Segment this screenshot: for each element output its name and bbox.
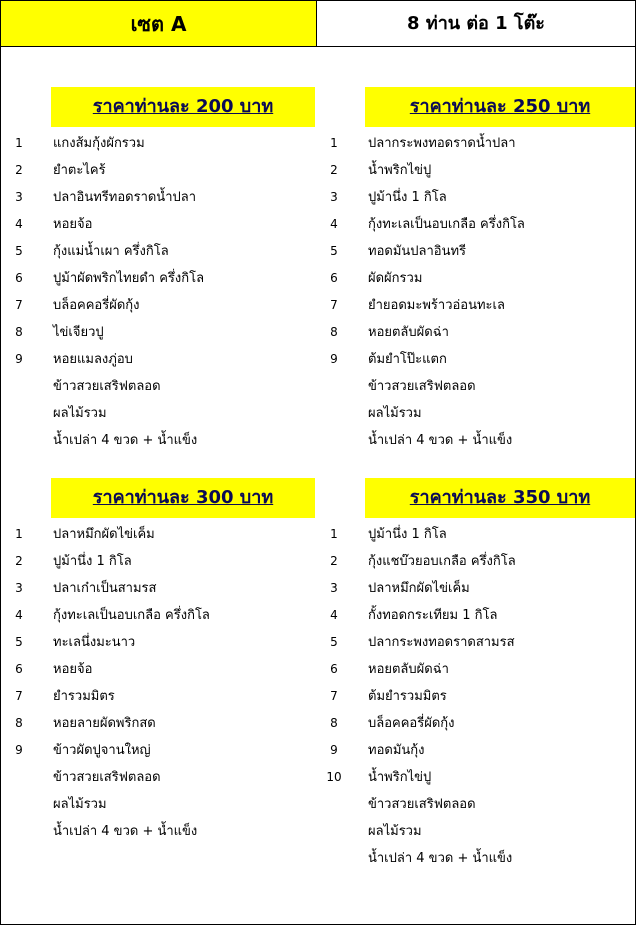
item-number: 8 [330,325,338,339]
item-number: 5 [15,635,23,649]
item-number: 2 [15,554,23,568]
item-name: ปลาหมึกผัดไข่เค็ม [53,527,155,542]
item-number: 4 [330,217,338,231]
item-number: 2 [330,554,338,568]
item-number: 9 [15,743,23,757]
table-size-label: 8 ท่าน ต่อ 1 โต๊ะ [317,1,635,47]
item-name: ยำตะไคร้ [53,163,106,178]
item-number: 3 [15,581,23,595]
item-number: 1 [330,136,338,150]
item-name: กุ้งแชบ๊วยอบเกลือ ครึ่งกิโล [368,554,516,569]
item-name: ไข่เจียวปู [53,325,104,340]
item-number: 2 [330,163,338,177]
section-title: ราคาท่านละ 200 บาท [51,87,315,127]
item-number: 5 [15,244,23,258]
item-number: 3 [15,190,23,204]
item-number: 6 [330,271,338,285]
item-name: ทอดมันกุ้ง [368,743,425,758]
section-title: ราคาท่านละ 350 บาท [365,478,635,518]
item-name: ข้าวสวยเสริฟตลอด [53,379,161,394]
item-name: ผัดผักรวม [368,271,423,286]
item-number: 7 [15,689,23,703]
item-name: ยำยอดมะพร้าวอ่อนทะเล [368,298,505,313]
item-name: ปูม้านึ่ง 1 กิโล [368,527,447,542]
item-name: น้ำเปล่า 4 ขวด + น้ำแข็ง [53,433,198,448]
item-number: 7 [15,298,23,312]
item-name: น้ำพริกไข่ปู [368,163,432,178]
item-name: หอยแมลงภู่อบ [53,352,133,367]
item-name: น้ำเปล่า 4 ขวด + น้ำแข็ง [368,851,513,866]
item-number: 7 [330,689,338,703]
item-number: 6 [15,662,23,676]
item-number: 5 [330,244,338,258]
item-number: 6 [330,662,338,676]
item-name: ข้าวผัดปูจานใหญ่ [53,743,151,758]
item-number: 7 [330,298,338,312]
item-name: แกงส้มกุ้งผักรวม [53,136,145,151]
item-name: ยำรวมมิตร [53,689,115,704]
item-name: ปลากระพงทอดราดน้ำปลา [368,136,516,151]
item-name: ปลาเก๋าเป็นสามรส [53,581,157,596]
item-name: น้ำเปล่า 4 ขวด + น้ำแข็ง [53,824,198,839]
item-name: หอยลายผัดพริกสด [53,716,156,731]
item-number: 5 [330,635,338,649]
item-name: หอยตลับผัดฉ่า [368,662,449,677]
item-name: ปูม้านึ่ง 1 กิโล [53,554,132,569]
item-number: 9 [330,743,338,757]
item-name: กุ้งทะเลเป็นอบเกลือ ครึ่งกิโล [53,608,210,623]
item-name: ผลไม้รวม [53,406,107,421]
item-name: ทะเลนึ่งมะนาว [53,635,136,650]
item-number: 9 [15,352,23,366]
item-number: 4 [330,608,338,622]
item-name: ทอดมันปลาอินทรี [368,244,467,259]
item-name: หอยจ้อ [53,662,93,677]
item-number: 3 [330,581,338,595]
item-name: หอยจ้อ [53,217,93,232]
item-number: 1 [15,527,23,541]
item-number: 1 [15,136,23,150]
item-number: 2 [15,163,23,177]
item-name: หอยตลับผัดฉ่า [368,325,449,340]
set-label: เซต A [1,1,317,47]
item-number: 8 [15,325,23,339]
item-name: ข้าวสวยเสริฟตลอด [53,770,161,785]
item-name: ข้าวสวยเสริฟตลอด [368,797,476,812]
item-number: 10 [326,770,342,784]
item-name: กั้งทอดกระเทียม 1 กิโล [368,608,498,623]
item-number: 3 [330,190,338,204]
item-name: ผลไม้รวม [368,406,422,421]
item-name: บล็อคคอรี่ผัดกุ้ง [368,716,455,731]
item-name: กุ้งทะเลเป็นอบเกลือ ครึ่งกิโล [368,217,525,232]
item-number: 4 [15,608,23,622]
section-title: ราคาท่านละ 250 บาท [365,87,635,127]
item-name: ต้มยำโป๊ะแตก [368,352,447,367]
item-name: ข้าวสวยเสริฟตลอด [368,379,476,394]
item-name: ปูม้าผัดพริกไทยดำ ครึ่งกิโล [53,271,205,286]
item-number: 9 [330,352,338,366]
item-number: 1 [330,527,338,541]
item-name: ผลไม้รวม [368,824,422,839]
item-name: น้ำพริกไข่ปู [368,770,432,785]
item-name: ปลาหมึกผัดไข่เค็ม [368,581,470,596]
section-title: ราคาท่านละ 300 บาท [51,478,315,518]
item-number: 6 [15,271,23,285]
item-name: กุ้งแม่น้ำเผา ครึ่งกิโล [53,244,169,259]
item-name: ปลาอินทรีทอดราดน้ำปลา [53,190,197,205]
item-number: 8 [15,716,23,730]
item-name: ต้มยำรวมมิตร [368,689,447,704]
item-name: น้ำเปล่า 4 ขวด + น้ำแข็ง [368,433,513,448]
item-name: ปลากระพงทอดราดสามรส [368,635,515,650]
item-number: 8 [330,716,338,730]
item-name: ปูม้านึ่ง 1 กิโล [368,190,447,205]
item-number: 4 [15,217,23,231]
item-name: บล็อคคอรี่ผัดกุ้ง [53,298,140,313]
item-name: ผลไม้รวม [53,797,107,812]
